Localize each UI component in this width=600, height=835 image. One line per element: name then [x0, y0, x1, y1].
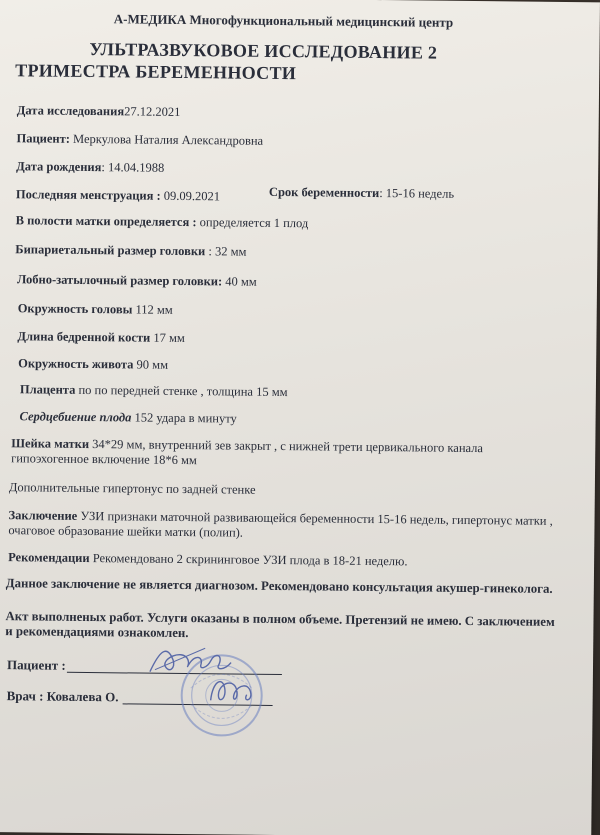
bpd-label: Бипариетальный размер головки — [15, 242, 206, 259]
heartbeat-row — [20, 409, 237, 426]
doctor-signature-label: Врач : Ковалева О. — [6, 688, 119, 705]
recommendations-value: Рекомендовано 2 скрининговое УЗИ плода в 18-21 неделю. — [89, 551, 408, 569]
bpd-value: : 32 мм — [205, 244, 247, 259]
last-menstruation-value: 09.09.2021 — [160, 188, 221, 204]
clinic-name: А-МЕДИКА Многофункциональный медицинский центр — [113, 11, 454, 30]
act-text-line2: и рекомендациями ознакомлен. — [5, 624, 189, 641]
birth-date-label: Дата рождения — [16, 159, 102, 175]
additional-findings: Дополнительные гипертонус по задней стенке — [8, 480, 256, 497]
study-date-row — [17, 103, 181, 120]
placenta-value: по по передней стенке , толщина 15 мм — [75, 382, 288, 400]
gestation-term-label: Срок беременности — [268, 184, 380, 201]
ofd-label: Лобно-затылочный размер головки: — [16, 272, 223, 289]
femur-length-value: 17 мм — [150, 330, 185, 346]
femur-length-label: Длина бедренной кости — [17, 329, 151, 345]
uterus-cavity-label: В полости матки определяется : — [15, 213, 197, 230]
study-date-label: Дата исследования — [16, 103, 125, 119]
femur-length-row — [17, 329, 185, 346]
conclusion-value-continued: очаговое образование шейки матки (полип). — [8, 523, 244, 540]
patient-value: Меркулова Наталия Александровна — [69, 131, 264, 148]
study-date-value: 27.12.2021 — [124, 104, 181, 119]
patient-signature-label: Пациент : — [6, 657, 66, 673]
last-menstruation-label: Последняя менструация : — [15, 187, 161, 203]
birth-date-value: : 14.04.1988 — [101, 160, 165, 175]
disclaimer: Данное заключение не является диагнозом. Рекомендовано консультация акушер-гинеколога. — [5, 576, 553, 596]
conclusion-value: УЗИ признаки маточной развивающейся беременности 15-16 недель, гипертонус матки , — [77, 508, 553, 528]
doctor-signature-icon — [203, 670, 263, 711]
heartbeat-label: Сердцебиение плода — [19, 409, 132, 425]
gestation-term-value: : 15-16 недель — [379, 186, 455, 201]
gestation-term-row — [269, 185, 454, 202]
head-circumference-value: 112 мм — [132, 302, 173, 317]
cervix-value-continued: гипоэхогенное включение 18*6 мм — [11, 451, 197, 468]
placenta-row — [20, 382, 288, 400]
recommendations-label: Рекомендации — [8, 550, 90, 566]
cervix-value: 34*29 мм, внутренний зев закрыт , с нижней трети цервикального канала — [89, 437, 484, 456]
patient-row — [16, 131, 263, 149]
uterus-cavity-value: определяется 1 плод — [196, 215, 309, 231]
placenta-label: Плацента — [19, 382, 76, 397]
cervix-label: Шейка матки — [11, 436, 90, 452]
birth-date-row — [16, 159, 164, 176]
bpd-row — [15, 242, 246, 259]
patient-label: Пациент: — [16, 131, 71, 146]
conclusion-label: Заключение — [8, 508, 78, 523]
heartbeat-value: 152 удара в минуту — [131, 410, 237, 426]
head-circumference-row — [18, 301, 173, 318]
head-circumference-label: Окружность головы — [17, 301, 133, 317]
abdomen-circumference-label: Окружность живота — [18, 356, 134, 372]
ofd-value: 40 мм — [222, 274, 257, 289]
document-title-line1: УЛЬТРАЗВУКОВОЕ ИССЛЕДОВАНИЕ 2 — [89, 39, 438, 63]
ofd-row — [17, 272, 257, 290]
last-menstruation-row — [16, 187, 220, 204]
abdomen-circumference-value: 90 мм — [133, 357, 169, 372]
document-title-line2: ТРИМЕСТРА БЕРЕМЕННОСТИ — [15, 60, 297, 84]
abdomen-circumference-row — [18, 356, 168, 373]
act-text-line1: Акт выполненых работ. Услуги оказаны в полном объеме. Претензий не имею. С заключением — [5, 609, 555, 629]
uterus-cavity-row — [16, 213, 309, 231]
recommendations-row — [8, 550, 408, 569]
